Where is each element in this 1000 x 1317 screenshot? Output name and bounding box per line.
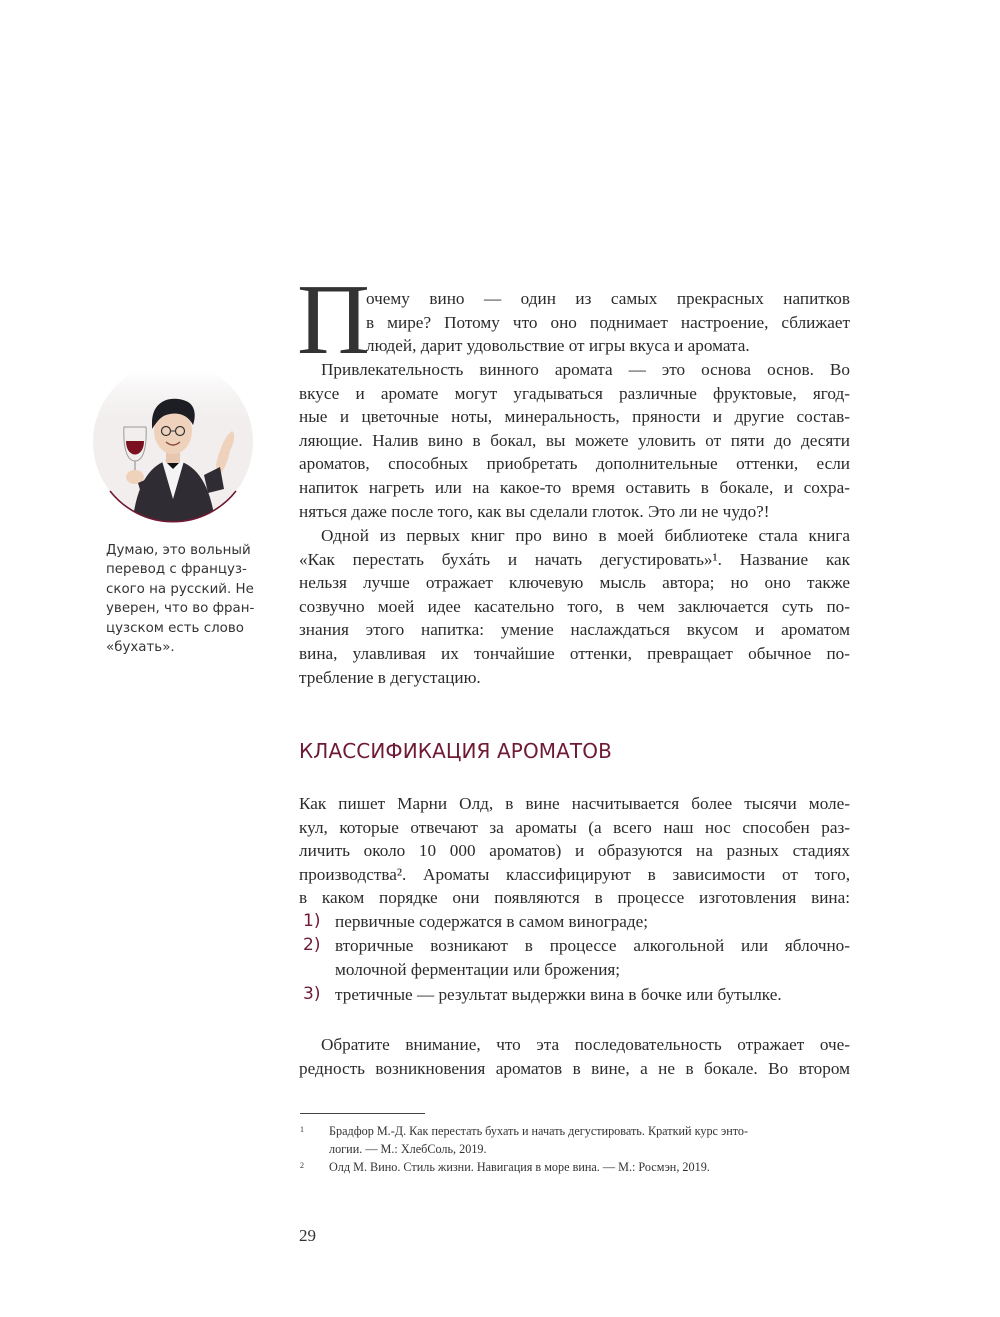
side-note-line: цузском есть слово xyxy=(106,620,244,636)
text-line: производства². Ароматы классифицируют в зависимости от того, xyxy=(299,864,850,884)
footnote-divider xyxy=(300,1113,425,1114)
text-line: молочной ферментации или брожения; xyxy=(335,959,621,979)
text-line: напиток нагреть или на какое-то время оставить в бокале, и сохра- xyxy=(299,477,850,497)
body-paragraph xyxy=(299,1033,850,1080)
list-number: 3) xyxy=(303,984,321,1004)
side-note xyxy=(106,541,266,657)
text-line: требление в дегустацию. xyxy=(299,667,481,687)
footnote-mark: 1 xyxy=(300,1125,304,1134)
body-paragraph xyxy=(299,358,850,523)
text-line: Как пишет Марни Олд, в вине насчитывается более тысячи моле- xyxy=(299,794,850,813)
section-heading: КЛАССИФИКАЦИЯ АРОМАТОВ xyxy=(299,739,612,763)
footnote-text xyxy=(329,1159,710,1177)
body-paragraph xyxy=(299,524,850,689)
list-item-text xyxy=(335,934,850,981)
list-number: 2) xyxy=(303,935,321,955)
text-line: ароматов, способных приобретать дополнительные оттенки, если xyxy=(299,454,850,474)
text-line: ляющие. Налив вино в бокал, вы можете уловить от пяти до десяти xyxy=(299,430,850,450)
text-line: знания этого напитка: умение наслаждаться вкусом и ароматом xyxy=(299,620,850,640)
side-note-line: ского на русский. Не xyxy=(106,581,254,597)
text-line: созвучно моей идее касательно того, в чем заключается суть по- xyxy=(299,596,850,616)
text-line: в каком порядке они появляются в процессе изготовления вина: xyxy=(299,888,850,908)
text-line: Привлекательность винного аромата — это основа основ. Во xyxy=(321,360,850,379)
text-line: нельзя лучше отражает ключевую мысль автора; но оно также xyxy=(299,573,850,593)
footnote-mark: 2 xyxy=(300,1161,304,1170)
text-line: ные и цветочные ноты, минеральность, пряности и другие состав- xyxy=(299,407,850,427)
text-line: Брадфор М.-Д. Как перестать бухать и начать дегустировать. Краткий курс энто- xyxy=(329,1124,749,1138)
text-line: «Как перестать бухáть и начать дегустировать»¹. Название как xyxy=(299,549,850,569)
text-line: Одной из первых книг про вино в моей библиотеке стала книга xyxy=(321,526,850,545)
text-line: кул, которые отвечают за ароматы (а всего наш нос способен раз- xyxy=(299,817,850,837)
page-number: 29 xyxy=(299,1226,316,1245)
text-line: логии. — М.: ХлебСоль, 2019. xyxy=(329,1141,487,1156)
sommelier-illustration xyxy=(92,371,254,527)
side-note-line: Думаю, это вольный xyxy=(106,543,251,558)
text-line: людей, дарит удовольствие от игры вкуса и аромата. xyxy=(366,336,750,356)
text-line: редность возникновения ароматов в вине, а не в бокале. Во втором xyxy=(299,1058,850,1078)
text-line: вкусе и аромате могут угадываться различные фруктовые, ягод- xyxy=(299,383,850,403)
text-line: личить около 10 000 ароматов) и образуются на разных стадиях xyxy=(299,841,850,861)
text-line: Олд М. Вино. Стиль жизни. Навигация в море вина. — М.: Росмэн, 2019. xyxy=(329,1160,710,1174)
drop-cap: П xyxy=(297,263,370,375)
list-item-text xyxy=(335,910,850,934)
text-line: Обратите внимание, что эта последовательность отражает оче- xyxy=(321,1035,850,1054)
text-line: няться даже после того, как вы сделали глоток. Это ли не чудо?! xyxy=(299,501,770,521)
list-number: 1) xyxy=(303,911,321,931)
intro-paragraph xyxy=(366,287,850,358)
text-line: вина, улавливая их тончайшие оттенки, превращает обычное по- xyxy=(299,643,850,663)
text-line: третичные — результат выдержки вина в бочке или бутылке. xyxy=(335,985,782,1004)
side-note-line: «бухать». xyxy=(106,640,175,656)
text-line: вторичные возникают в процессе алкогольной или яблочно- xyxy=(335,936,850,955)
text-line: в мире? Потому что оно поднимает настроение, сближает xyxy=(366,312,850,332)
sommelier-icon xyxy=(92,371,254,527)
text-line: очему вино — один из самых прекрасных напитков xyxy=(366,289,850,308)
side-note-line: уверен, что во фран- xyxy=(106,601,255,617)
side-note-line: перевод с француз- xyxy=(106,562,247,578)
body-paragraph xyxy=(299,792,850,910)
footnote-text xyxy=(329,1123,748,1158)
list-item-text xyxy=(335,983,850,1007)
text-line: первичные содержатся в самом винограде; xyxy=(335,912,649,931)
